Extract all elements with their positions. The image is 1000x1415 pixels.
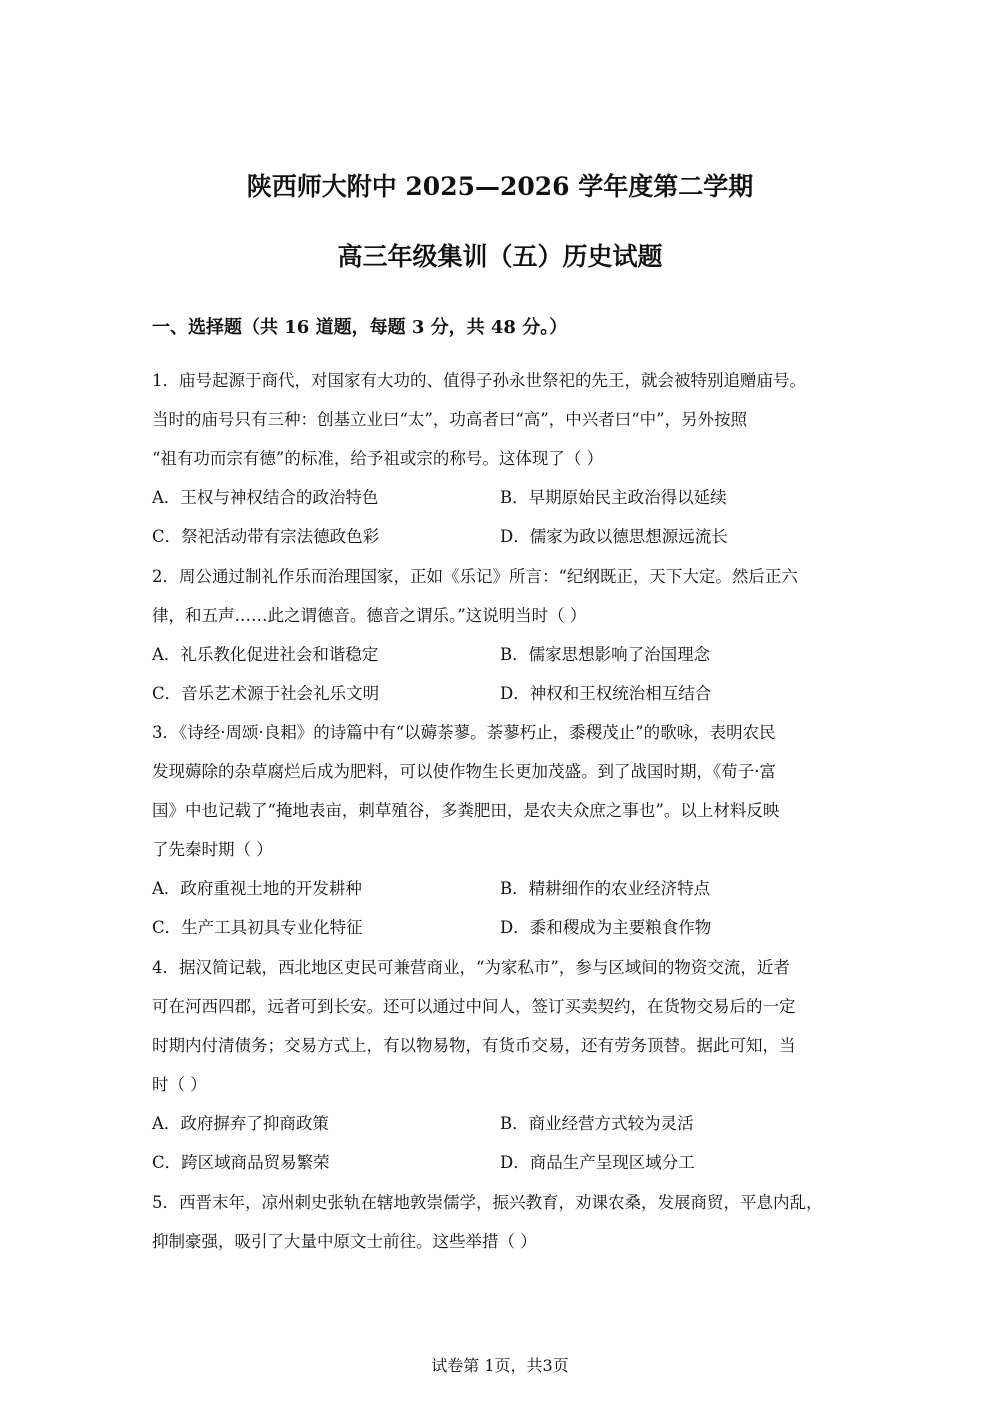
question-text-line: 国》中也记载了“掩地表亩，刺草殖谷，多粪肥田，是农夫众庶之事也”。以上材料反映 (152, 801, 780, 820)
option-b: B．儒家思想影响了治国理念 (500, 645, 711, 664)
question-text-line: 发现薅除的杂草腐烂后成为肥料，可以使作物生长更加茂盛。到了战国时期，《荀子·富 (152, 762, 776, 781)
question-text-line: 3．《诗经·周颂·良耜》的诗篇中有“以薅荼蓼。荼蓼朽止，黍稷茂止”的歌咏，表明农民 (152, 723, 776, 742)
option-c: C．音乐艺术源于社会礼乐文明 (152, 684, 380, 703)
option-d: D．儒家为政以德思想源远流长 (500, 527, 728, 546)
option-a: A．政府摒弃了抑商政策 (152, 1114, 329, 1133)
question-text-line: 时期内付清债务；交易方式上，有以物易物，有货币交易，还有劳务顶替。据此可知，当 (152, 1036, 796, 1055)
question-text-line: 2．周公通过制礼作乐而治理国家，正如《乐记》所言：“纪纲既正，天下大定。然后正六 (152, 567, 798, 586)
question-text-line: 1．庙号起源于商代，对国家有大功的、值得子孙永世祭祀的先王，就会被特别追赠庙号。 (152, 371, 806, 390)
page-footer: 试卷第 1页，共3页 (431, 1356, 569, 1375)
option-d: D．商品生产呈现区域分工 (500, 1153, 695, 1172)
exam-title-line2: 高三年级集训（五）历史试题 (337, 242, 663, 271)
option-d: D．神权和王权统治相互结合 (500, 684, 712, 703)
option-b: B．早期原始民主政治得以延续 (500, 488, 727, 507)
option-c: C．祭祀活动带有宗法德政色彩 (152, 527, 380, 546)
option-a: A．礼乐教化促进社会和谐稳定 (152, 645, 379, 664)
section-heading: 一、选择题（共 16 道题，每题 3 分，共 48 分。） (152, 317, 568, 338)
question-text-line: “祖有功而宗有德”的标准，给予祖或宗的称号。这体现了（ ） (152, 449, 604, 468)
question-text-line: 当时的庙号只有三种：创基立业曰“太”，功高者曰“高”，中兴者曰“中”，另外按照 (152, 410, 748, 429)
option-b: B．精耕细作的农业经济特点 (500, 879, 711, 898)
option-d: D．黍和稷成为主要粮食作物 (500, 918, 712, 937)
question-text-line: 抑制豪强，吸引了大量中原文士前往。这些举措（ ） (152, 1232, 537, 1251)
question-text-line: 5．西晋末年，凉州刺史张轨在辖地敦崇儒学，振兴教育，劝课农桑，发展商贸，平息内乱， (152, 1193, 823, 1212)
question-text-line: 律，和五声……此之谓德音。德音之谓乐。”这说明当时（ ） (152, 606, 587, 625)
option-c: C．跨区域商品贸易繁荣 (152, 1153, 330, 1172)
question-text-line: 时（ ） (152, 1075, 207, 1094)
option-a: A．王权与神权结合的政治特色 (152, 488, 379, 507)
exam-title-line1: 陕西师大附中 2025—2026 学年度第二学期 (246, 172, 754, 201)
option-a: A．政府重视土地的开发耕种 (152, 879, 362, 898)
question-text-line: 4．据汉简记载，西北地区吏民可兼营商业，“为家私市”，参与区域间的物资交流，近者 (152, 958, 790, 977)
option-b: B．商业经营方式较为灵活 (500, 1114, 694, 1133)
question-text-line: 可在河西四郡，远者可到长安。还可以通过中间人，签订买卖契约，在货物交易后的一定 (152, 997, 796, 1016)
option-c: C．生产工具初具专业化特征 (152, 918, 363, 937)
question-text-line: 了先秦时期（ ） (152, 840, 273, 859)
